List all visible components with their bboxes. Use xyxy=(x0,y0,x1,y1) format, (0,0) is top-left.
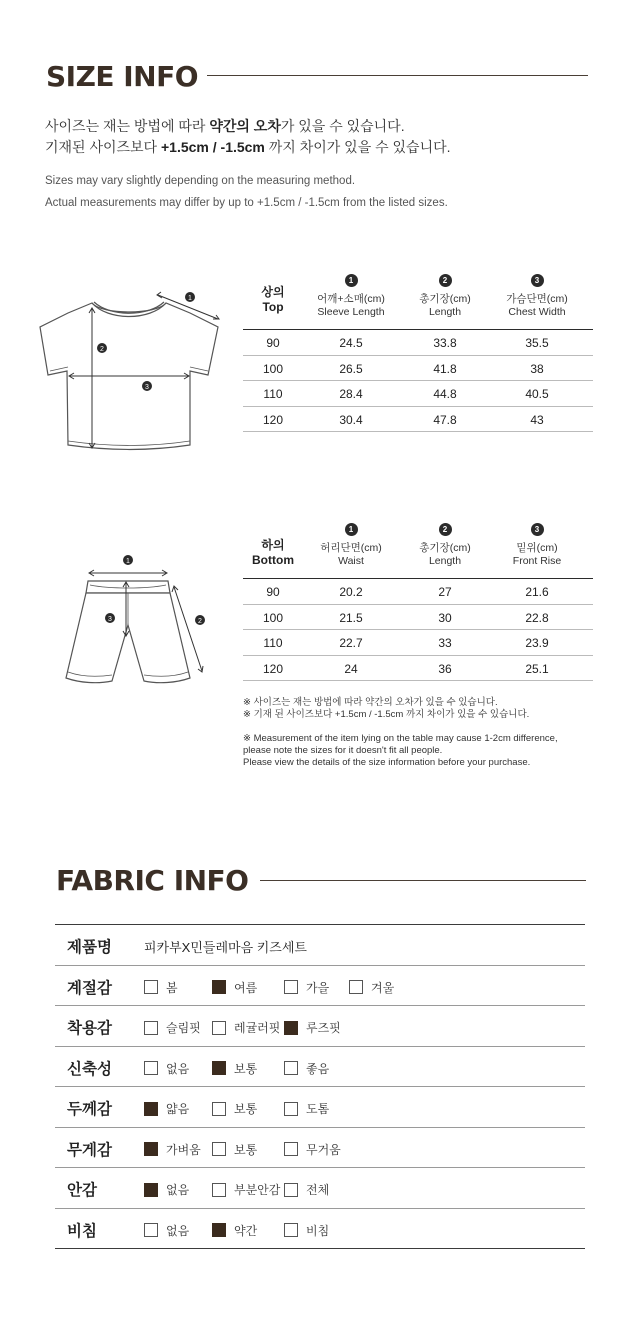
checkbox-icon xyxy=(284,1183,298,1197)
note-ko-1: ※ 사이즈는 재는 방법에 따라 약간의 오차가 있을 수 있습니다. xyxy=(243,697,498,708)
checked-checkbox-icon xyxy=(212,1223,226,1237)
tshirt-label-1: 1 xyxy=(188,295,192,302)
checked-checkbox-icon xyxy=(212,980,226,994)
size-notes xyxy=(243,697,603,769)
size-info-rule xyxy=(207,75,588,76)
option-normal: 보통 xyxy=(212,1141,257,1158)
table-row: 110 22.7 33 23.9 xyxy=(243,630,593,656)
intro-ko-line-2: 기재된 사이즈보다 +1.5cm / -1.5cm 까지 차이가 있을 수 있습니다. xyxy=(45,139,451,155)
shorts-diagram xyxy=(50,553,210,703)
checked-checkbox-icon xyxy=(284,1021,298,1035)
fabric-row-weight xyxy=(55,1128,585,1169)
tshirt-label-2: 2 xyxy=(100,346,104,353)
option-thick: 도톰 xyxy=(284,1100,329,1117)
table-row: 90 20.2 27 21.6 xyxy=(243,579,593,605)
intro-en-line-2: Actual measurements may differ by up to +1.5cm / -1.5cm from the listed sizes. xyxy=(45,197,448,209)
option-summer: 여름 xyxy=(212,979,257,996)
option-sheer: 비침 xyxy=(284,1222,329,1239)
checkbox-icon xyxy=(212,1183,226,1197)
fabric-label: 안감 xyxy=(67,1181,97,1199)
fabric-label: 무게감 xyxy=(67,1140,112,1159)
checkbox-icon xyxy=(349,980,363,994)
bottom-size-table xyxy=(243,519,593,681)
table-row: 120 30.4 47.8 43 xyxy=(243,407,593,433)
checked-checkbox-icon xyxy=(144,1102,158,1116)
bottom-col-3: 3 밑위(cm) Front Rise xyxy=(512,525,562,567)
table-row: 120 24 36 25.1 xyxy=(243,656,593,682)
top-table-category: 상의 Top xyxy=(261,285,285,314)
fabric-label: 신축성 xyxy=(67,1059,112,1078)
option-thin: 얇음 xyxy=(144,1100,189,1117)
table-row: 100 26.5 41.8 38 xyxy=(243,356,593,382)
fabric-table xyxy=(55,924,585,1249)
checkbox-icon xyxy=(212,1102,226,1116)
bottom-table-header xyxy=(243,519,593,579)
fabric-row-thickness xyxy=(55,1087,585,1128)
checked-checkbox-icon xyxy=(212,1061,226,1075)
top-col-1: 1 어깨+소매(cm) Sleeve Length xyxy=(317,276,385,318)
option-slim: 슬림핏 xyxy=(144,1019,201,1036)
checkbox-icon xyxy=(284,1061,298,1075)
checkbox-icon xyxy=(284,1142,298,1156)
note-en-2: please note the sizes for it doesn't fit all people. xyxy=(243,745,443,756)
option-none: 없음 xyxy=(144,1060,189,1077)
option-partial: 부분안감 xyxy=(212,1181,280,1198)
note-en-1: ※ Measurement of the item lying on the table may cause 1-2cm difference, xyxy=(243,733,558,744)
checkbox-icon xyxy=(284,980,298,994)
fabric-row-fit xyxy=(55,1006,585,1047)
bottom-col-1: 1 허리단면(cm) Waist xyxy=(320,525,382,567)
note-ko-2: ※ 기재 된 사이즈보다 +1.5cm / -1.5cm 까지 차이가 있을 수 있습니다. xyxy=(243,709,530,720)
checkbox-icon xyxy=(144,980,158,994)
size-info-title: SIZE INFO xyxy=(46,60,199,93)
top-col-3: 3 가슴단면(cm) Chest Width xyxy=(506,276,568,318)
option-light: 가벼움 xyxy=(144,1141,201,1158)
option-full: 전체 xyxy=(284,1181,329,1198)
fabric-info-rule xyxy=(260,880,586,881)
checkbox-icon xyxy=(144,1223,158,1237)
checkbox-icon xyxy=(144,1021,158,1035)
checkbox-icon xyxy=(144,1061,158,1075)
fabric-label: 두께감 xyxy=(67,1100,112,1118)
fabric-label: 제품명 xyxy=(67,938,112,956)
size-intro xyxy=(45,116,605,214)
option-winter: 겨울 xyxy=(349,979,394,996)
shorts-label-3: 3 xyxy=(108,616,112,623)
option-autumn: 가을 xyxy=(284,979,329,996)
top-size-table xyxy=(243,270,593,432)
table-row: 110 28.4 44.8 40.5 xyxy=(243,381,593,407)
product-name: 피카부X민들레마음 키즈세트 xyxy=(144,940,307,955)
option-none: 없음 xyxy=(144,1181,189,1198)
fabric-row-stretch xyxy=(55,1047,585,1088)
shorts-label-1: 1 xyxy=(126,558,130,565)
option-good: 좋음 xyxy=(284,1060,329,1077)
bottom-table-category: 하의 Bottom xyxy=(252,538,294,567)
fabric-row-season xyxy=(55,966,585,1007)
checkbox-icon xyxy=(212,1142,226,1156)
note-en-3: Please view the details of the size information before your purchase. xyxy=(243,757,531,768)
checkbox-icon xyxy=(284,1223,298,1237)
option-regular: 레귤러핏 xyxy=(212,1019,280,1036)
checkbox-icon xyxy=(284,1102,298,1116)
checkbox-icon xyxy=(212,1021,226,1035)
table-row: 100 21.5 30 22.8 xyxy=(243,605,593,631)
fabric-label: 계절감 xyxy=(67,978,112,997)
fabric-row-lining xyxy=(55,1168,585,1209)
shorts-label-2: 2 xyxy=(198,618,202,625)
checked-checkbox-icon xyxy=(144,1142,158,1156)
checked-checkbox-icon xyxy=(144,1183,158,1197)
fabric-row-sheerness xyxy=(55,1209,585,1250)
fabric-label: 착용감 xyxy=(67,1019,112,1037)
top-table-header xyxy=(243,270,593,330)
fabric-label: 비침 xyxy=(67,1221,97,1240)
intro-ko-line-1: 사이즈는 재는 방법에 따라 약간의 오차가 있을 수 있습니다. xyxy=(45,118,405,134)
option-slight: 약간 xyxy=(212,1222,257,1239)
option-normal: 보통 xyxy=(212,1100,257,1117)
bottom-col-2: 2 총기장(cm) Length xyxy=(419,525,471,567)
table-row: 90 24.5 33.8 35.5 xyxy=(243,330,593,356)
fabric-info-title: FABRIC INFO xyxy=(56,864,249,897)
option-loose: 루즈핏 xyxy=(284,1019,341,1036)
tshirt-label-3: 3 xyxy=(145,384,149,391)
option-none: 없음 xyxy=(144,1222,189,1239)
fabric-row-product xyxy=(55,925,585,966)
option-heavy: 무거움 xyxy=(284,1141,341,1158)
option-spring: 봄 xyxy=(144,979,178,996)
intro-en-line-1: Sizes may vary slightly depending on the measuring method. xyxy=(45,175,356,187)
option-normal: 보통 xyxy=(212,1060,257,1077)
top-col-2: 2 총기장(cm) Length xyxy=(419,276,471,318)
tshirt-diagram xyxy=(30,285,230,455)
